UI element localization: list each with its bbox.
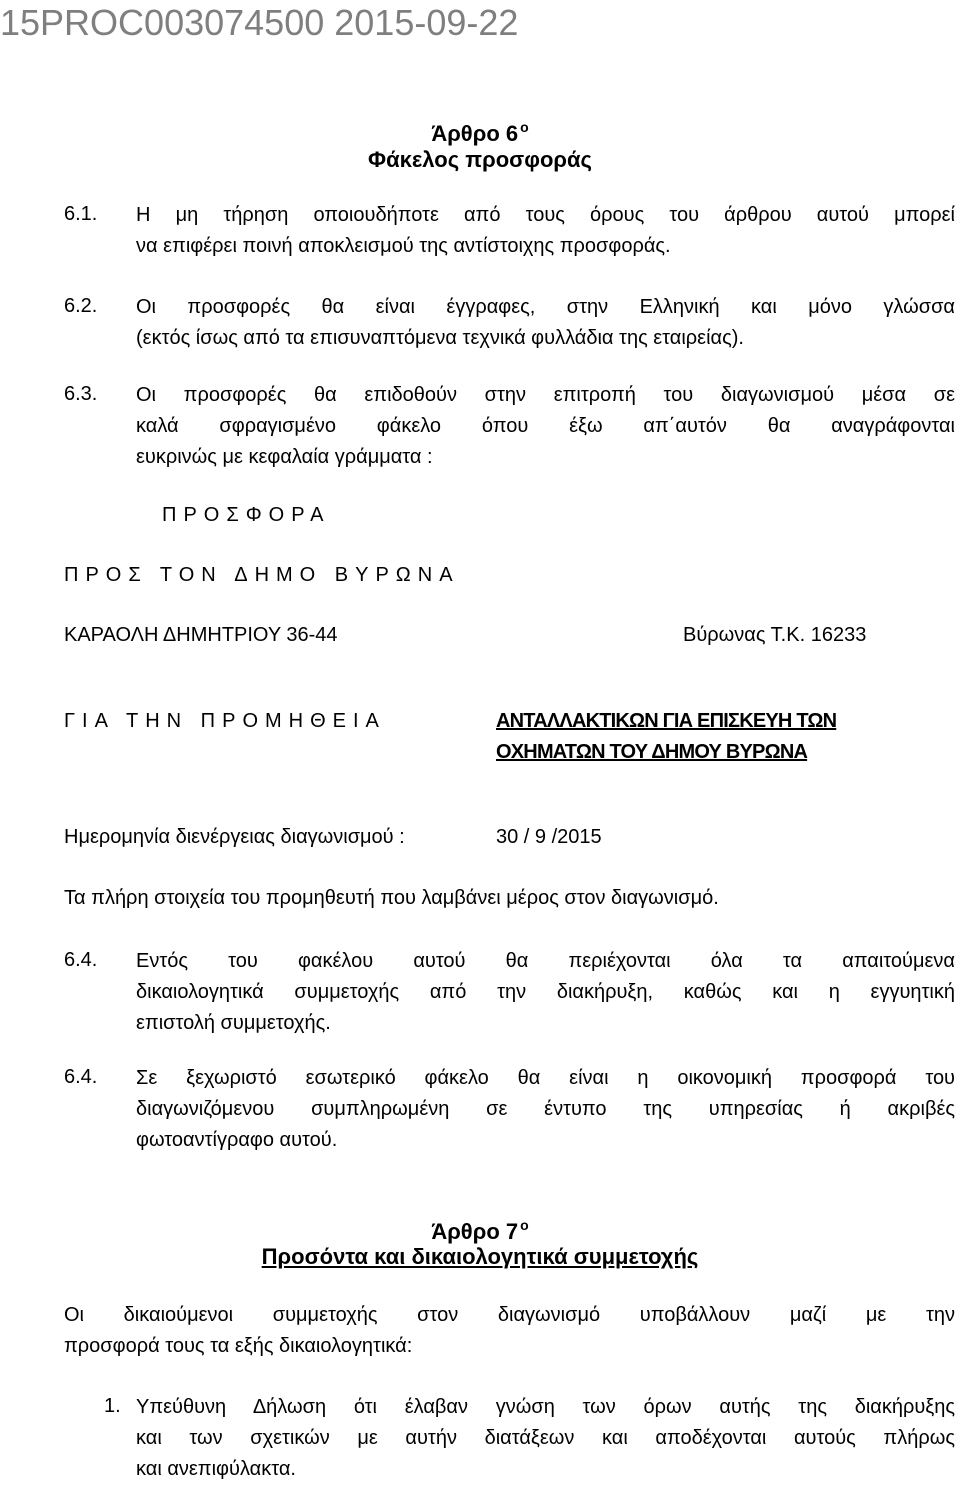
paragraph-6-4b-line: διαγωνιζόμενου συμπληρωμένη σε έντυπο της υπηρεσίας ή ακριβές xyxy=(136,1098,955,1120)
envelope-supply-title-line: ΑΝΤΑΛΛΑΚΤΙΚΩΝ ΓΙΑ ΕΠΙΣΚΕΥΗ ΤΩΝ xyxy=(496,710,837,732)
paragraph-6-1-number: 6.1. xyxy=(64,203,98,225)
paragraph-6-1-line: Η μη τήρηση οποιουδήποτε από τους όρους του άρθρου αυτού μπορεί xyxy=(136,204,955,226)
paragraph-6-1-line: να επιφέρει ποινή αποκλεισμού της αντίστοιχης προσφοράς. xyxy=(136,235,671,257)
list-item-1-line: και των σχετικών με αυτήν διατάξεων και αποδέχονται αυτούς πλήρως xyxy=(136,1427,955,1449)
envelope-recipient: ΠΡΟΣ ΤΟΝ ΔΗΜΟ ΒΥΡΩΝΑ xyxy=(64,564,460,586)
paragraph-6-4a-line: επιστολή συμμετοχής. xyxy=(136,1012,331,1034)
paragraph-6-3-line: καλά σφραγισμένο φάκελο όπου έξω απ΄αυτόν θα αναγράφονται xyxy=(136,415,955,437)
paragraph-6-4a-line: δικαιολογητικά συμμετοχής από την διακήρυξη, καθώς και η εγγυητική xyxy=(136,981,955,1003)
tender-date-value: 30 / 9 /2015 xyxy=(496,826,602,848)
article-7-intro-line: Οι δικαιούμενοι συμμετοχής στον διαγωνισμό υποβάλλουν μαζί με την xyxy=(64,1304,955,1326)
document-id: 15PROC003074500 2015-09-22 xyxy=(0,2,519,43)
envelope-supply-title-line: ΟΧΗΜΑΤΩΝ ΤΟΥ ΔΗΜΟΥ ΒΥΡΩΝΑ xyxy=(496,741,808,763)
paragraph-6-4a-number: 6.4. xyxy=(64,949,98,971)
paragraph-6-2 xyxy=(136,292,955,354)
article-6-title-text: Άρθρο 6 xyxy=(431,121,519,146)
article-7-intro-line: προσφορά τους τα εξής δικαιολογητικά: xyxy=(64,1335,413,1357)
tender-date-label: Ημερομηνία διενέργειας διαγωνισμού : xyxy=(64,826,405,848)
article-6-subtitle: Φάκελος προσφοράς xyxy=(368,147,592,172)
paragraph-6-4a-line: Εντός του φακέλου αυτού θα περιέχονται όλα τα απαιτούμενα xyxy=(136,950,955,972)
article-7-subtitle: Προσόντα και δικαιολογητικά συμμετοχής xyxy=(261,1244,699,1269)
paragraph-6-3-line: Οι προσφορές θα επιδοθούν στην επιτροπή του διαγωνισμού μέσα σε xyxy=(136,384,955,406)
envelope-supply-title xyxy=(496,706,836,768)
envelope-city-postcode: Βύρωνας Τ.Κ. 16233 xyxy=(683,624,867,646)
paragraph-6-3-line: ευκρινώς με κεφαλαία γράμματα : xyxy=(136,446,433,468)
paragraph-6-4b-number: 6.4. xyxy=(64,1066,98,1088)
list-item-1-line: Υπεύθυνη Δήλωση ότι έλαβαν γνώση των όρων αυτής της διακήρυξης xyxy=(136,1396,955,1418)
paragraph-6-4b-line: φωτοαντίγραφο αυτού. xyxy=(136,1129,338,1151)
envelope-supply-label: ΓΙΑ ΤΗΝ ΠΡΟΜΗΘΕΙΑ xyxy=(64,710,386,732)
paragraph-6-2-line: Οι προσφορές θα είναι έγγραφες, στην Ελληνική και μόνο γλώσσα xyxy=(136,296,955,318)
envelope-address: ΚΑΡΑΟΛΗ ΔΗΜΗΤΡΙΟΥ 36-44 xyxy=(64,624,338,646)
paragraph-6-3-number: 6.3. xyxy=(64,383,98,405)
article-7-intro xyxy=(64,1300,955,1362)
supplier-details-note: Τα πλήρη στοιχεία του προμηθευτή που λαμβάνει μέρος στον διαγωνισμό. xyxy=(64,887,719,909)
paragraph-6-3 xyxy=(136,380,955,473)
paragraph-6-1 xyxy=(136,200,955,262)
envelope-offer-label: ΠΡΟΣΦΟΡΑ xyxy=(162,504,331,526)
article-7-title-sup: ο xyxy=(520,1217,529,1233)
paragraph-6-2-number: 6.2. xyxy=(64,295,98,317)
paragraph-6-4b xyxy=(136,1063,955,1156)
list-item-1 xyxy=(136,1392,955,1485)
paragraph-6-2-line: (εκτός ίσως από τα επισυναπτόμενα τεχνικά φυλλάδια της εταιρείας). xyxy=(136,327,744,349)
paragraph-6-4a xyxy=(136,946,955,1039)
article-6-title-sup: ο xyxy=(520,119,529,135)
article-7-title-text: Άρθρο 7 xyxy=(431,1219,519,1244)
paragraph-6-4b-line: Σε ξεχωριστό εσωτερικό φάκελο θα είναι η οικονομική προσφορά του xyxy=(136,1067,955,1089)
list-item-1-number: 1. xyxy=(104,1395,121,1417)
list-item-1-line: και ανεπιφύλακτα. xyxy=(136,1458,296,1480)
